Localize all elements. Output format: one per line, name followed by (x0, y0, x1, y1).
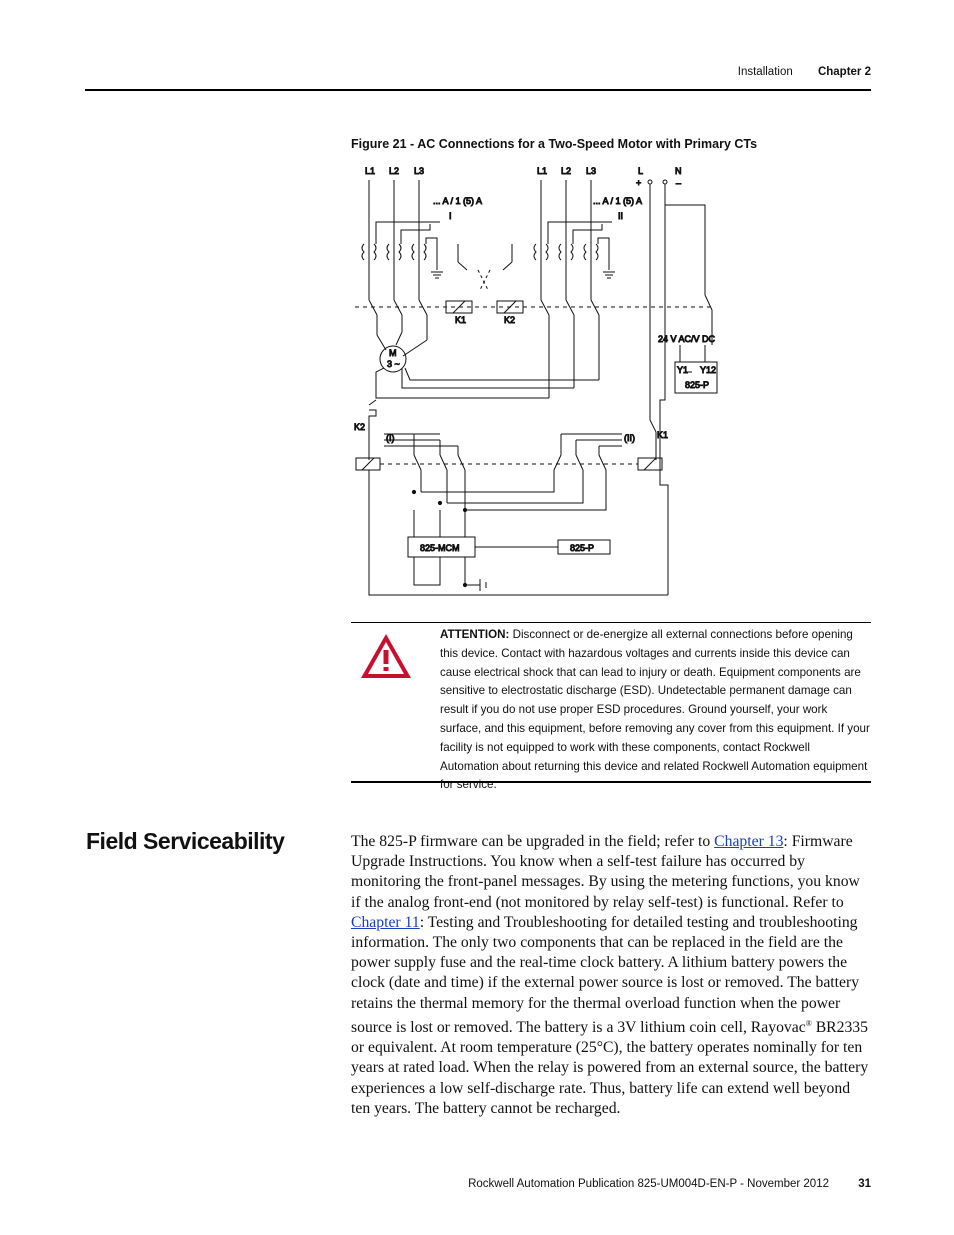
body-text-4: BR2335 or equivalent. At room temperature (25°C), the battery operates nominally for ten years at rated load. When the relay is powered from an external source, the battery experiences a low self-discharge rate. Thus, battery life can extend well beyond ten years. The battery cannot be recharged. (351, 1019, 869, 1117)
right-contactor (376, 300, 599, 398)
registered-mark: ® (805, 1018, 812, 1028)
body-text-2: : Firmware Upgrade Instructions. You know when a self-test failure has occurred by monitoring the front-panel messages. By using the metering functions, you know if the analog front-end (not monitored by relay self-test) is functional. Refer to (351, 833, 860, 911)
body-paragraph (351, 832, 871, 1119)
page-footer (468, 1178, 871, 1190)
label-n: N (675, 166, 682, 176)
header-chapter: Chapter 2 (817, 66, 871, 78)
ct-coils-right (534, 222, 615, 278)
label-l1-left: L1 (365, 166, 376, 176)
body-text-3: : Testing and Troubleshooting for detailed testing and troubleshooting information. The only two components that can be replaced in the field are the power supply fuse and the real-time clock battery. A lithium battery powers the clock (date and time) if the external power source is lost or removed. The battery retains the thermal memory for the thermal overload function when the power source is lost or removed. The battery is a 3V lithium coin cell, Rayovac (351, 913, 860, 1037)
left-contactor (369, 300, 427, 356)
motor-label-m: M (389, 348, 397, 358)
label-l2-right: L2 (561, 166, 572, 176)
lower-contacts (384, 434, 622, 512)
label-l3-right: L3 (586, 166, 597, 176)
attention-notice (440, 626, 870, 795)
label-k1: K1 (455, 315, 467, 325)
ct-coils-left (362, 222, 443, 278)
label-relay-825p: 825-P (685, 380, 710, 390)
label-l3-left: L3 (414, 166, 425, 176)
label-y12: Y12 (700, 365, 717, 375)
label-i-paren: (I) (386, 433, 395, 443)
label-l2-left: L2 (389, 166, 400, 176)
roman-i: I (449, 211, 452, 221)
roman-ii: II (618, 211, 624, 221)
label-k2: K2 (504, 315, 516, 325)
label-minus: – (676, 178, 682, 188)
motor-label-3: 3 ~ (387, 359, 400, 369)
label-ii-paren: (II) (624, 433, 635, 443)
label-supply: 24 V AC/V DC (658, 334, 716, 344)
terminal-n (663, 180, 667, 184)
chapter-13-link[interactable]: Chapter 13 (714, 833, 784, 850)
body-text-1: The 825-P firmware can be upgraded in the field; refer to (351, 833, 715, 850)
label-y1: Y1 (677, 365, 689, 375)
chapter-11-link[interactable]: Chapter 11 (351, 913, 420, 931)
label-mcm: 825-MCM (420, 543, 460, 553)
ct-label-right: ... A / 1 (5) A (593, 196, 643, 206)
footer-publication: Rockwell Automation Publication 825-UM004D-EN-P - November 2012 (468, 1178, 829, 1190)
page-number: 31 (858, 1178, 871, 1190)
attention-top-rule (351, 622, 871, 623)
label-p-box: 825-P (570, 543, 595, 553)
terminal-l (648, 180, 652, 184)
attention-label: ATTENTION: (440, 628, 510, 641)
label-k1-right: K1 (657, 430, 669, 440)
header-rule (85, 89, 871, 91)
wiring-diagram (340, 160, 730, 600)
attention-text: Disconnect or de-energize all external connections before opening this device. Contact with hazardous voltages and currents inside this device can cause electrical shock that can lead to injury or death. Equipment components are sensitive to electrostatic discharge (ESD). Undetectable permanent damage can result if you do not use proper ESD procedures. Ground yourself, your work surface, and this equipment, before removing any cover from this equipment. If your facility is not equipped to work with these components, contact Rockwell Automation about returning this device and related Rockwell Automation equipment for service. (440, 628, 870, 792)
warning-icon (359, 632, 413, 680)
section-heading: Field Serviceability (86, 828, 285, 854)
page-header (738, 66, 871, 78)
label-l: L (638, 166, 644, 176)
ct-label-left: ... A / 1 (5) A (433, 196, 483, 206)
label-plus: + (636, 178, 642, 188)
attention-bottom-rule (351, 781, 871, 783)
label-k2-left: K2 (354, 422, 366, 432)
figure-title: Figure 21 - AC Connections for a Two-Speed Motor with Primary CTs (351, 137, 758, 151)
header-section: Installation (737, 66, 793, 78)
label-l1-right: L1 (537, 166, 548, 176)
interlock-contacts (458, 244, 512, 290)
